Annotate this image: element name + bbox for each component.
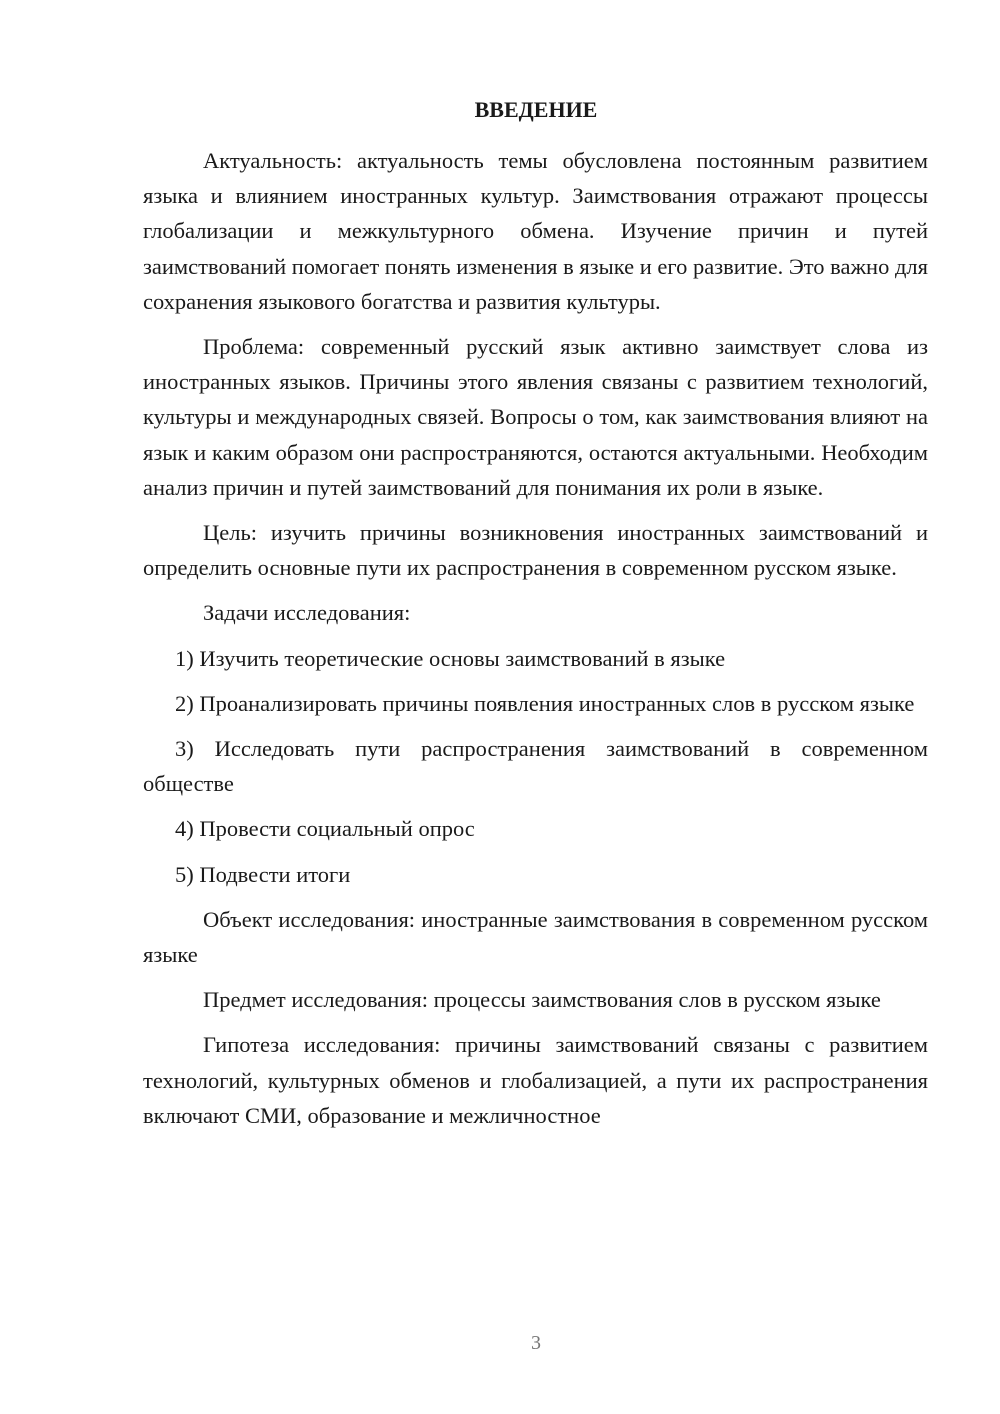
paragraph-problem: Проблема: современный русский язык активно заимствует слова из иностранных языков. Причины этого явления связаны с развитием технологий, культуры и международных связей. Вопросы о том, как заимствования влияют на язык и каким образом они распространяются, остаются актуальными. Необходим анализ причин и путей заимствований для понимания их роли в языке. xyxy=(143,334,928,500)
task-item-3: 3) Исследовать пути распространения заимствований в современном обществе xyxy=(143,736,928,797)
paragraph-object: Объект исследования: иностранные заимствования в современном русском языке xyxy=(143,906,928,968)
task-item-5: 5) Подвести итоги xyxy=(175,861,351,887)
paragraph-relevance: Актуальность: актуальность темы обусловлена постоянным развитием языка и влиянием иностранных культур. Заимствования отражают процессы глобализации и межкультурного обмена. Изучение причин и путей заимствований помогает понять изменения в языке и его развитие. Это важно для сохранения языкового богатства и развития культуры. xyxy=(143,148,928,314)
task-item-4: 4) Провести социальный опрос xyxy=(175,816,475,842)
tasks-heading: Задачи исследования: xyxy=(203,600,411,626)
page-number: 3 xyxy=(531,1332,541,1354)
paragraph-hypothesis: Гипотеза исследования: причины заимствований связаны с развитием технологий, культурных обменов и глобализацией, а пути их распространения включают СМИ, образование и межличностное xyxy=(143,1032,928,1128)
task-item-1: 1) Изучить теоретические основы заимствований в языке xyxy=(175,645,726,671)
paragraph-subject: Предмет исследования: процессы заимствования слов в русском языке xyxy=(203,987,881,1013)
task-item-2: 2) Проанализировать причины появления иностранных слов в русском языке xyxy=(175,690,915,716)
section-heading: ВВЕДЕНИЕ xyxy=(474,97,598,122)
paragraph-goal: Цель: изучить причины возникновения иностранных заимствований и определить основные пути их распространения в современном русском языке. xyxy=(143,520,928,581)
page-body xyxy=(143,143,928,1143)
